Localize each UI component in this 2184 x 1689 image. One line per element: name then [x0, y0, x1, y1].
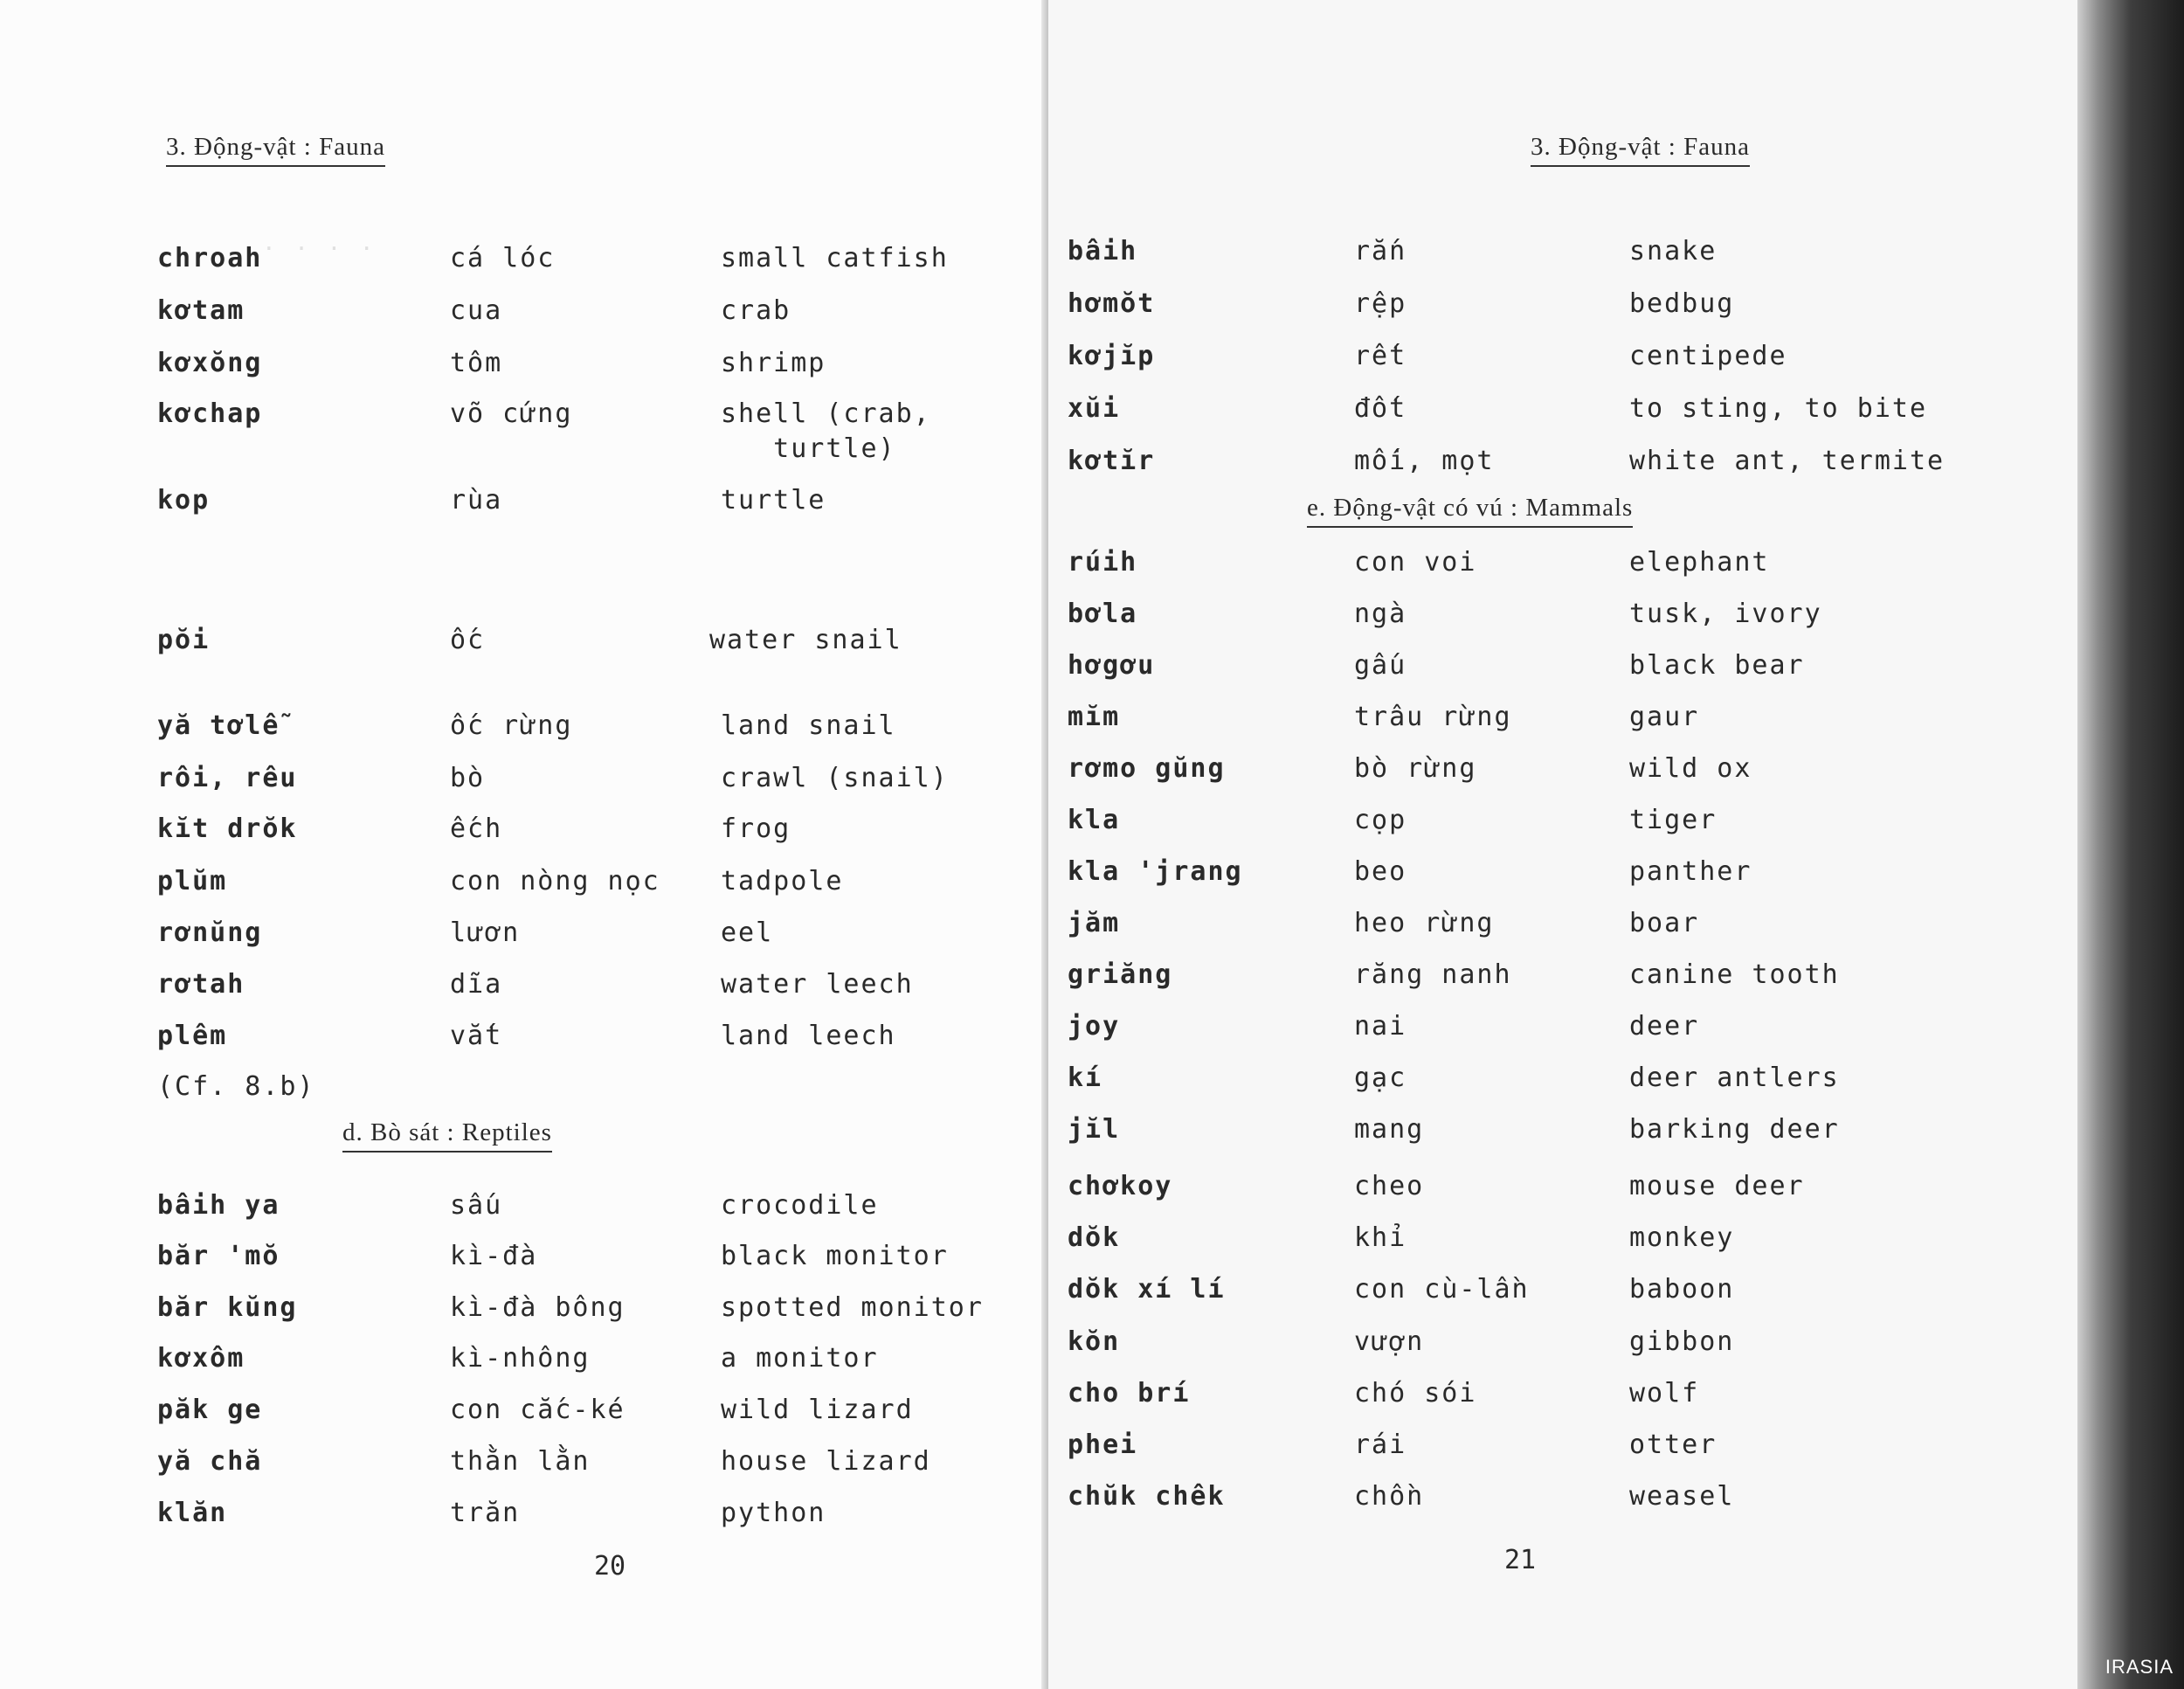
bahnar-term: rúih	[1068, 547, 1138, 578]
vietnamese-term: cheo	[1354, 1171, 1425, 1201]
bahnar-term: jĭl	[1068, 1114, 1121, 1145]
bahnar-term: kí	[1068, 1063, 1103, 1093]
bahnar-term: păk ge	[157, 1395, 263, 1425]
right-page	[1048, 0, 2079, 1689]
english-term: water snail	[709, 625, 902, 655]
vietnamese-term: trâu rừng	[1354, 702, 1512, 732]
vietnamese-term: bò rừng	[1354, 753, 1477, 784]
vietnamese-term: rệp	[1354, 288, 1407, 319]
bahnar-term: kŏn	[1068, 1326, 1121, 1357]
watermark-label: IRASIA	[2105, 1656, 2174, 1678]
bahnar-term: klăn	[157, 1498, 228, 1528]
right-page-heading: 3. Động-vật : Fauna	[1531, 133, 1750, 167]
english-term: barking deer	[1629, 1114, 1840, 1145]
english-term: eel	[721, 917, 774, 948]
vietnamese-term: kì-đà	[450, 1241, 538, 1271]
english-term: turtle)	[721, 433, 896, 464]
english-term: bedbug	[1629, 288, 1735, 319]
english-term: crocodile	[721, 1190, 879, 1221]
vietnamese-term: ốc rừng	[450, 710, 573, 741]
bahnar-term: kơtam	[157, 295, 245, 326]
vietnamese-term: vắt	[450, 1021, 503, 1051]
vietnamese-term: beo	[1354, 856, 1407, 887]
vietnamese-term: gấu	[1354, 650, 1407, 681]
bahnar-term: plêm	[157, 1021, 228, 1051]
english-term: small catfish	[721, 243, 949, 273]
english-term: baboon	[1629, 1274, 1735, 1305]
bahnar-term: griăng	[1068, 959, 1173, 990]
vietnamese-term: con cù-lần	[1354, 1274, 1530, 1305]
bahnar-term: kơxŏng	[157, 348, 263, 378]
vietnamese-term: trăn	[450, 1498, 521, 1528]
bahnar-term: bơla	[1068, 599, 1138, 629]
bahnar-term: kơxôm	[157, 1343, 245, 1374]
bahnar-term: chŭk chêk	[1068, 1481, 1226, 1512]
english-term: crab	[721, 295, 791, 326]
english-term: boar	[1629, 908, 1700, 938]
vietnamese-term: mang	[1354, 1114, 1425, 1145]
english-term: water leech	[721, 969, 914, 1000]
vietnamese-term: gạc	[1354, 1063, 1407, 1093]
vietnamese-term: kì-nhông	[450, 1343, 591, 1374]
english-term: elephant	[1629, 547, 1770, 578]
english-term: shrimp	[721, 348, 826, 378]
vietnamese-term: con voi	[1354, 547, 1477, 578]
english-term: white ant, termite	[1629, 446, 1946, 476]
english-term: wild lizard	[721, 1395, 914, 1425]
scan-shadow-edge	[2077, 0, 2184, 1689]
english-term: gibbon	[1629, 1326, 1735, 1357]
vietnamese-term: lươn	[450, 917, 521, 948]
bahnar-term: cho brí	[1068, 1378, 1191, 1409]
vietnamese-term: cua	[450, 295, 503, 326]
bleed-through-text: · · · ·	[262, 236, 377, 262]
english-term: house lizard	[721, 1446, 931, 1477]
english-term: crawl (snail)	[721, 763, 949, 793]
vietnamese-term: ếch	[450, 813, 503, 844]
bahnar-term: kơtĭr	[1068, 446, 1156, 476]
bahnar-term: rơtah	[157, 969, 245, 1000]
english-term: tadpole	[721, 866, 844, 896]
vietnamese-term: kì-đà bông	[450, 1292, 625, 1323]
vietnamese-term: con cắc-ké	[450, 1395, 625, 1425]
bahnar-term: plŭm	[157, 866, 228, 896]
english-term: deer antlers	[1629, 1063, 1840, 1093]
english-term: gaur	[1629, 702, 1700, 732]
vietnamese-term: ngà	[1354, 599, 1407, 629]
page-number: 20	[594, 1551, 626, 1582]
bahnar-term: kop	[157, 485, 211, 516]
bahnar-term: rơmo gŭng	[1068, 753, 1226, 784]
bahnar-term: kla	[1068, 805, 1121, 835]
english-term: spotted monitor	[721, 1292, 984, 1323]
bahnar-term: dŏk	[1068, 1222, 1121, 1253]
bahnar-term: rơnŭng	[157, 917, 263, 948]
vietnamese-term: chó sói	[1354, 1378, 1477, 1409]
bahnar-term: kĭt drŏk	[157, 813, 298, 844]
vietnamese-term: võ cứng	[450, 398, 573, 429]
left-page	[0, 0, 1048, 1689]
english-term: python	[721, 1498, 826, 1528]
vietnamese-term: thằn lằn	[450, 1446, 591, 1477]
english-term: deer	[1629, 1011, 1700, 1042]
vietnamese-term: rái	[1354, 1429, 1407, 1460]
english-term: wild ox	[1629, 753, 1752, 784]
english-term: weasel	[1629, 1481, 1735, 1512]
vietnamese-term: cá lóc	[450, 243, 556, 273]
english-term: snake	[1629, 236, 1717, 267]
vietnamese-term: răng nanh	[1354, 959, 1512, 990]
mammals-heading: e. Động-vật có vú : Mammals	[1307, 494, 1633, 528]
bahnar-term: hơmŏt	[1068, 288, 1156, 319]
bahnar-term: băr 'mŏ	[157, 1241, 280, 1271]
bahnar-term: hơgơu	[1068, 650, 1156, 681]
vietnamese-term: mối, mọt	[1354, 446, 1495, 476]
vietnamese-term: rắn	[1354, 236, 1407, 267]
vietnamese-term: chồn	[1354, 1481, 1425, 1512]
english-term: land leech	[721, 1021, 896, 1051]
english-term: black monitor	[721, 1241, 949, 1271]
reptiles-heading: d. Bò sát : Reptiles	[342, 1118, 552, 1153]
left-page-heading: 3. Động-vật : Fauna	[166, 133, 385, 167]
english-term: turtle	[721, 485, 826, 516]
english-term: shell (crab,	[721, 398, 931, 429]
vietnamese-term: bò	[450, 763, 486, 793]
vietnamese-term: rùa	[450, 485, 503, 516]
bahnar-term: băr kŭng	[157, 1292, 298, 1323]
vietnamese-term: nai	[1354, 1011, 1407, 1042]
english-term: tiger	[1629, 805, 1717, 835]
bahnar-term: yă tơlễ	[157, 710, 280, 741]
bahnar-term: bâih	[1068, 236, 1138, 267]
bahnar-term: jăm	[1068, 908, 1121, 938]
bahnar-term: chơkoy	[1068, 1171, 1173, 1201]
bahnar-term: dŏk xí lí	[1068, 1274, 1226, 1305]
bahnar-term: chroah	[157, 243, 263, 273]
bahnar-term: pŏi	[157, 625, 211, 655]
english-term: wolf	[1629, 1378, 1700, 1409]
vietnamese-term: khỉ	[1354, 1222, 1407, 1253]
english-term: black bear	[1629, 650, 1805, 681]
english-term: mouse deer	[1629, 1171, 1805, 1201]
cross-reference-note: (Cf. 8.b)	[157, 1071, 315, 1102]
bahnar-term: yă chă	[157, 1446, 263, 1477]
vietnamese-term: heo rừng	[1354, 908, 1495, 938]
vietnamese-term: đốt	[1354, 393, 1407, 424]
english-term: frog	[721, 813, 791, 844]
bahnar-term: bâih ya	[157, 1190, 280, 1221]
english-term: centipede	[1629, 341, 1787, 371]
bahnar-term: kơjĭp	[1068, 341, 1156, 371]
vietnamese-term: tôm	[450, 348, 503, 378]
bahnar-term: kơchap	[157, 398, 263, 429]
bahnar-term: rôi, rêu	[157, 763, 298, 793]
page-number: 21	[1504, 1545, 1537, 1575]
vietnamese-term: cọp	[1354, 805, 1407, 835]
english-term: to sting, to bite	[1629, 393, 1928, 424]
english-term: canine tooth	[1629, 959, 1840, 990]
vietnamese-term: ốc	[450, 625, 486, 655]
english-term: land snail	[721, 710, 896, 741]
bahnar-term: mĭm	[1068, 702, 1121, 732]
english-term: a monitor	[721, 1343, 879, 1374]
bahnar-term: phei	[1068, 1429, 1138, 1460]
english-term: tusk, ivory	[1629, 599, 1822, 629]
vietnamese-term: sấu	[450, 1190, 503, 1221]
bahnar-term: joy	[1068, 1011, 1121, 1042]
bahnar-term: kla 'jrang	[1068, 856, 1243, 887]
vietnamese-term: con nòng nọc	[450, 866, 660, 896]
english-term: monkey	[1629, 1222, 1735, 1253]
vietnamese-term: rết	[1354, 341, 1407, 371]
bahnar-term: xŭi	[1068, 393, 1121, 424]
vietnamese-term: dĩa	[450, 969, 503, 1000]
vietnamese-term: vượn	[1354, 1326, 1425, 1357]
english-term: panther	[1629, 856, 1752, 887]
english-term: otter	[1629, 1429, 1717, 1460]
